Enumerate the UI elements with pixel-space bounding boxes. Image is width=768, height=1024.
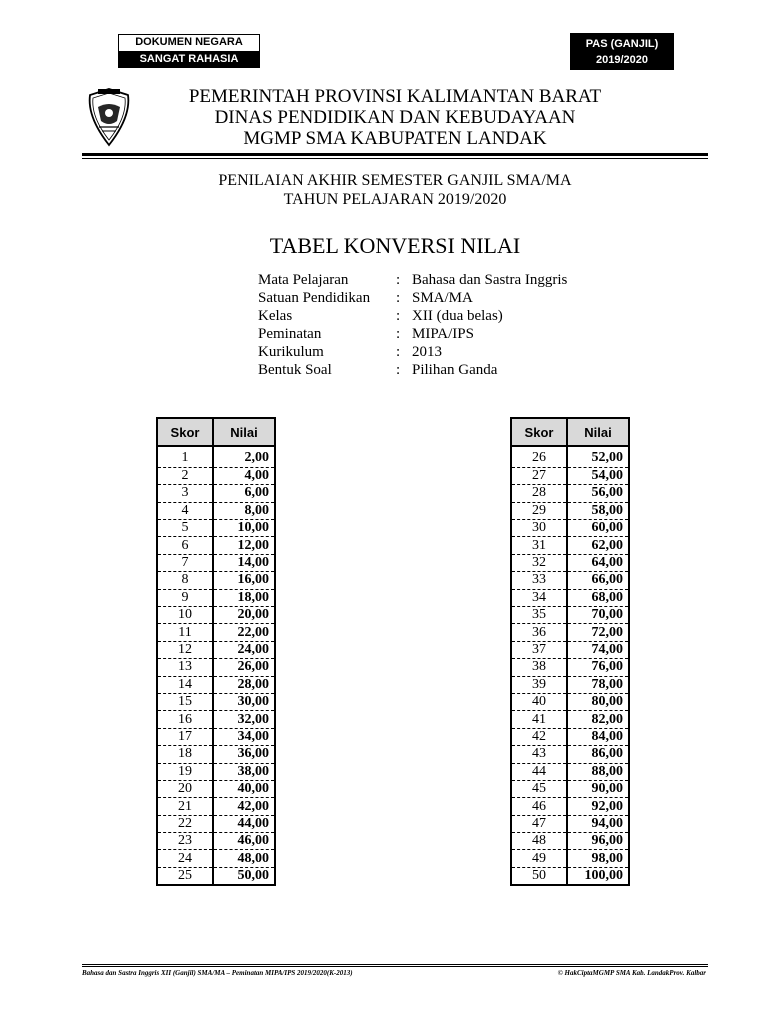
skor-cell: 17 — [157, 728, 213, 745]
nilai-cell: 98,00 — [567, 850, 629, 867]
subject-info — [258, 271, 567, 379]
skor-cell: 6 — [157, 537, 213, 554]
table-row — [157, 693, 275, 710]
nilai-cell: 74,00 — [567, 641, 629, 658]
info-colon: : — [396, 290, 401, 306]
skor-cell: 23 — [157, 833, 213, 850]
table-row — [157, 537, 275, 554]
skor-cell: 10 — [157, 607, 213, 624]
table-row — [157, 607, 275, 624]
nilai-cell: 64,00 — [567, 554, 629, 571]
academic-year: TAHUN PELAJARAN 2019/2020 — [283, 191, 507, 208]
nilai-cell: 82,00 — [567, 711, 629, 728]
nilai-cell: 34,00 — [213, 728, 275, 745]
skor-cell: 45 — [511, 780, 567, 797]
nilai-cell: 6,00 — [213, 485, 275, 502]
table-row — [157, 676, 275, 693]
nilai-cell: 16,00 — [213, 572, 275, 589]
table-row — [511, 728, 629, 745]
skor-cell: 26 — [511, 450, 567, 467]
nilai-cell: 32,00 — [213, 711, 275, 728]
skor-cell: 36 — [511, 624, 567, 641]
table-row — [157, 485, 275, 502]
nilai-cell: 96,00 — [567, 833, 629, 850]
table-row — [511, 850, 629, 867]
nilai-cell: 88,00 — [567, 763, 629, 780]
table-row — [511, 711, 629, 728]
skor-cell: 2 — [157, 467, 213, 484]
conversion-table-right — [510, 417, 630, 886]
info-row — [258, 271, 567, 289]
skor-cell: 29 — [511, 502, 567, 519]
header-department: DINAS PENDIDIKAN DAN KEBUDAYAAN — [214, 107, 576, 128]
skor-cell: 39 — [511, 676, 567, 693]
info-label: Kelas — [258, 308, 293, 324]
skor-cell: 12 — [157, 641, 213, 658]
table-row — [157, 728, 275, 745]
skor-cell: 13 — [157, 659, 213, 676]
skor-cell: 38 — [511, 659, 567, 676]
badge-exam-name: PAS (GANJIL) — [585, 38, 659, 50]
table-row — [511, 485, 629, 502]
table-row — [511, 520, 629, 537]
skor-cell: 40 — [511, 693, 567, 710]
info-colon: : — [396, 308, 401, 324]
info-row — [258, 289, 567, 307]
skor-cell: 34 — [511, 589, 567, 606]
nilai-cell: 12,00 — [213, 537, 275, 554]
skor-cell: 24 — [157, 850, 213, 867]
skor-cell: 3 — [157, 485, 213, 502]
table-row — [157, 746, 275, 763]
column-header-skor: Skor — [157, 418, 213, 446]
nilai-cell: 84,00 — [567, 728, 629, 745]
nilai-cell: 48,00 — [213, 850, 275, 867]
info-value: SMA/MA — [412, 290, 473, 306]
skor-cell: 11 — [157, 624, 213, 641]
table-row — [157, 833, 275, 850]
info-value: MIPA/IPS — [412, 326, 474, 342]
skor-cell: 37 — [511, 641, 567, 658]
skor-cell: 31 — [511, 537, 567, 554]
skor-cell: 48 — [511, 833, 567, 850]
skor-cell: 8 — [157, 572, 213, 589]
table-row — [511, 502, 629, 519]
nilai-cell: 22,00 — [213, 624, 275, 641]
skor-cell: 19 — [157, 763, 213, 780]
skor-cell: 46 — [511, 798, 567, 815]
info-label: Satuan Pendidikan — [258, 290, 371, 306]
info-row — [258, 343, 567, 361]
nilai-cell: 62,00 — [567, 537, 629, 554]
document-classification-badge — [118, 34, 260, 68]
info-colon: : — [396, 362, 401, 378]
nilai-cell: 8,00 — [213, 502, 275, 519]
table-row — [511, 450, 629, 467]
info-label: Peminatan — [258, 326, 322, 342]
skor-cell: 25 — [178, 867, 192, 883]
nilai-cell: 92,00 — [567, 798, 629, 815]
table-row — [511, 537, 629, 554]
table-row — [157, 763, 275, 780]
table-row — [511, 607, 629, 624]
page-title: TABEL KONVERSI NILAI — [269, 233, 521, 258]
skor-cell: 33 — [511, 572, 567, 589]
info-row — [258, 361, 567, 379]
info-label: Kurikulum — [258, 344, 324, 360]
footer-copyright: © HakCiptaMGMP SMA Kab. LandakProv. Kalbar — [557, 969, 706, 977]
table-row — [511, 763, 629, 780]
table-row — [157, 572, 275, 589]
skor-cell: 18 — [157, 746, 213, 763]
badge-sangat-rahasia: SANGAT RAHASIA — [119, 51, 259, 67]
skor-cell: 28 — [511, 485, 567, 502]
badge-exam-year: 2019/2020 — [596, 54, 648, 66]
skor-cell: 21 — [157, 798, 213, 815]
info-value: Bahasa dan Sastra Inggris — [412, 272, 568, 288]
nilai-cell: 4,00 — [213, 467, 275, 484]
nilai-cell: 86,00 — [567, 746, 629, 763]
column-header-skor: Skor — [511, 418, 567, 446]
skor-cell: 5 — [157, 520, 213, 537]
nilai-cell: 14,00 — [213, 554, 275, 571]
info-colon: : — [396, 272, 401, 288]
skor-cell: 35 — [511, 607, 567, 624]
province-emblem-icon — [84, 87, 134, 149]
skor-cell: 22 — [157, 815, 213, 832]
nilai-cell: 60,00 — [567, 520, 629, 537]
nilai-cell: 56,00 — [567, 485, 629, 502]
nilai-cell: 50,00 — [213, 867, 275, 885]
nilai-cell: 58,00 — [567, 502, 629, 519]
header-rule-thick — [82, 153, 708, 156]
skor-cell: 44 — [511, 763, 567, 780]
nilai-cell: 18,00 — [213, 589, 275, 606]
table-row — [157, 450, 275, 467]
table-row — [511, 572, 629, 589]
skor-cell: 42 — [511, 728, 567, 745]
skor-cell: 9 — [157, 589, 213, 606]
nilai-cell: 46,00 — [213, 833, 275, 850]
table-row — [157, 867, 275, 885]
table-row — [157, 502, 275, 519]
nilai-cell: 72,00 — [567, 624, 629, 641]
nilai-cell: 90,00 — [567, 780, 629, 797]
skor-cell: 49 — [511, 850, 567, 867]
conversion-table-left — [156, 417, 276, 886]
header-mgmp: MGMP SMA KABUPATEN LANDAK — [243, 128, 547, 149]
nilai-cell: 10,00 — [213, 520, 275, 537]
table-row — [157, 780, 275, 797]
nilai-cell: 36,00 — [213, 746, 275, 763]
badge-dokumen-negara: DOKUMEN NEGARA — [119, 35, 259, 51]
nilai-cell: 78,00 — [567, 676, 629, 693]
nilai-cell: 76,00 — [567, 659, 629, 676]
table-row — [157, 641, 275, 658]
skor-cell: 14 — [157, 676, 213, 693]
info-row — [258, 307, 567, 325]
nilai-cell: 42,00 — [213, 798, 275, 815]
info-label: Mata Pelajaran — [258, 272, 349, 288]
table-row — [511, 867, 629, 885]
nilai-cell: 44,00 — [213, 815, 275, 832]
table-row — [157, 798, 275, 815]
table-row — [511, 815, 629, 832]
table-row — [511, 693, 629, 710]
table-row — [157, 711, 275, 728]
footer-subject: Bahasa dan Sastra Inggris XII (Ganjil) SMA/MA – Peminatan MIPA/IPS 2019/2020(K-2013) — [82, 969, 353, 977]
nilai-cell: 28,00 — [213, 676, 275, 693]
table-row — [511, 746, 629, 763]
info-colon: : — [396, 326, 401, 342]
footer-rule-thin — [82, 966, 708, 967]
nilai-cell: 24,00 — [213, 641, 275, 658]
exam-period-badge — [570, 33, 674, 70]
table-row — [511, 467, 629, 484]
skor-cell: 50 — [532, 867, 546, 883]
table-row — [511, 676, 629, 693]
table-row — [511, 554, 629, 571]
nilai-cell: 80,00 — [567, 693, 629, 710]
nilai-cell: 2,00 — [213, 450, 275, 467]
nilai-cell: 54,00 — [567, 467, 629, 484]
skor-cell: 47 — [511, 815, 567, 832]
table-row — [157, 589, 275, 606]
table-row — [157, 554, 275, 571]
nilai-cell: 66,00 — [567, 572, 629, 589]
info-row — [258, 325, 567, 343]
table-row — [511, 641, 629, 658]
nilai-cell: 52,00 — [567, 450, 629, 467]
table-row — [511, 780, 629, 797]
table-row — [157, 850, 275, 867]
table-row — [511, 624, 629, 641]
table-row — [511, 833, 629, 850]
nilai-cell: 70,00 — [567, 607, 629, 624]
nilai-cell: 68,00 — [567, 589, 629, 606]
info-colon: : — [396, 344, 401, 360]
nilai-cell: 94,00 — [567, 815, 629, 832]
table-row — [511, 659, 629, 676]
exam-name: PENILAIAN AKHIR SEMESTER GANJIL SMA/MA — [218, 172, 572, 189]
footer-rule — [82, 964, 708, 965]
skor-cell: 43 — [511, 746, 567, 763]
nilai-cell: 100,00 — [567, 867, 629, 885]
table-row — [157, 467, 275, 484]
nilai-cell: 40,00 — [213, 780, 275, 797]
column-header-nilai: Nilai — [213, 418, 275, 446]
skor-cell: 16 — [157, 711, 213, 728]
info-value: 2013 — [412, 344, 442, 360]
table-row — [157, 624, 275, 641]
skor-cell: 15 — [157, 693, 213, 710]
info-label: Bentuk Soal — [258, 362, 332, 378]
skor-cell: 30 — [511, 520, 567, 537]
skor-cell: 32 — [511, 554, 567, 571]
header-government: PEMERINTAH PROVINSI KALIMANTAN BARAT — [188, 86, 602, 107]
skor-cell: 20 — [157, 780, 213, 797]
skor-cell: 1 — [157, 450, 213, 467]
table-row — [511, 798, 629, 815]
skor-cell: 4 — [157, 502, 213, 519]
info-value: XII (dua belas) — [412, 308, 503, 324]
table-row — [157, 659, 275, 676]
table-row — [157, 520, 275, 537]
nilai-cell: 38,00 — [213, 763, 275, 780]
skor-cell: 7 — [157, 554, 213, 571]
table-row — [157, 815, 275, 832]
skor-cell: 41 — [511, 711, 567, 728]
header-rule-thin — [82, 158, 708, 159]
nilai-cell: 26,00 — [213, 659, 275, 676]
column-header-nilai: Nilai — [567, 418, 629, 446]
table-row — [511, 589, 629, 606]
info-value: Pilihan Ganda — [412, 362, 498, 378]
skor-cell: 27 — [511, 467, 567, 484]
nilai-cell: 20,00 — [213, 607, 275, 624]
nilai-cell: 30,00 — [213, 693, 275, 710]
